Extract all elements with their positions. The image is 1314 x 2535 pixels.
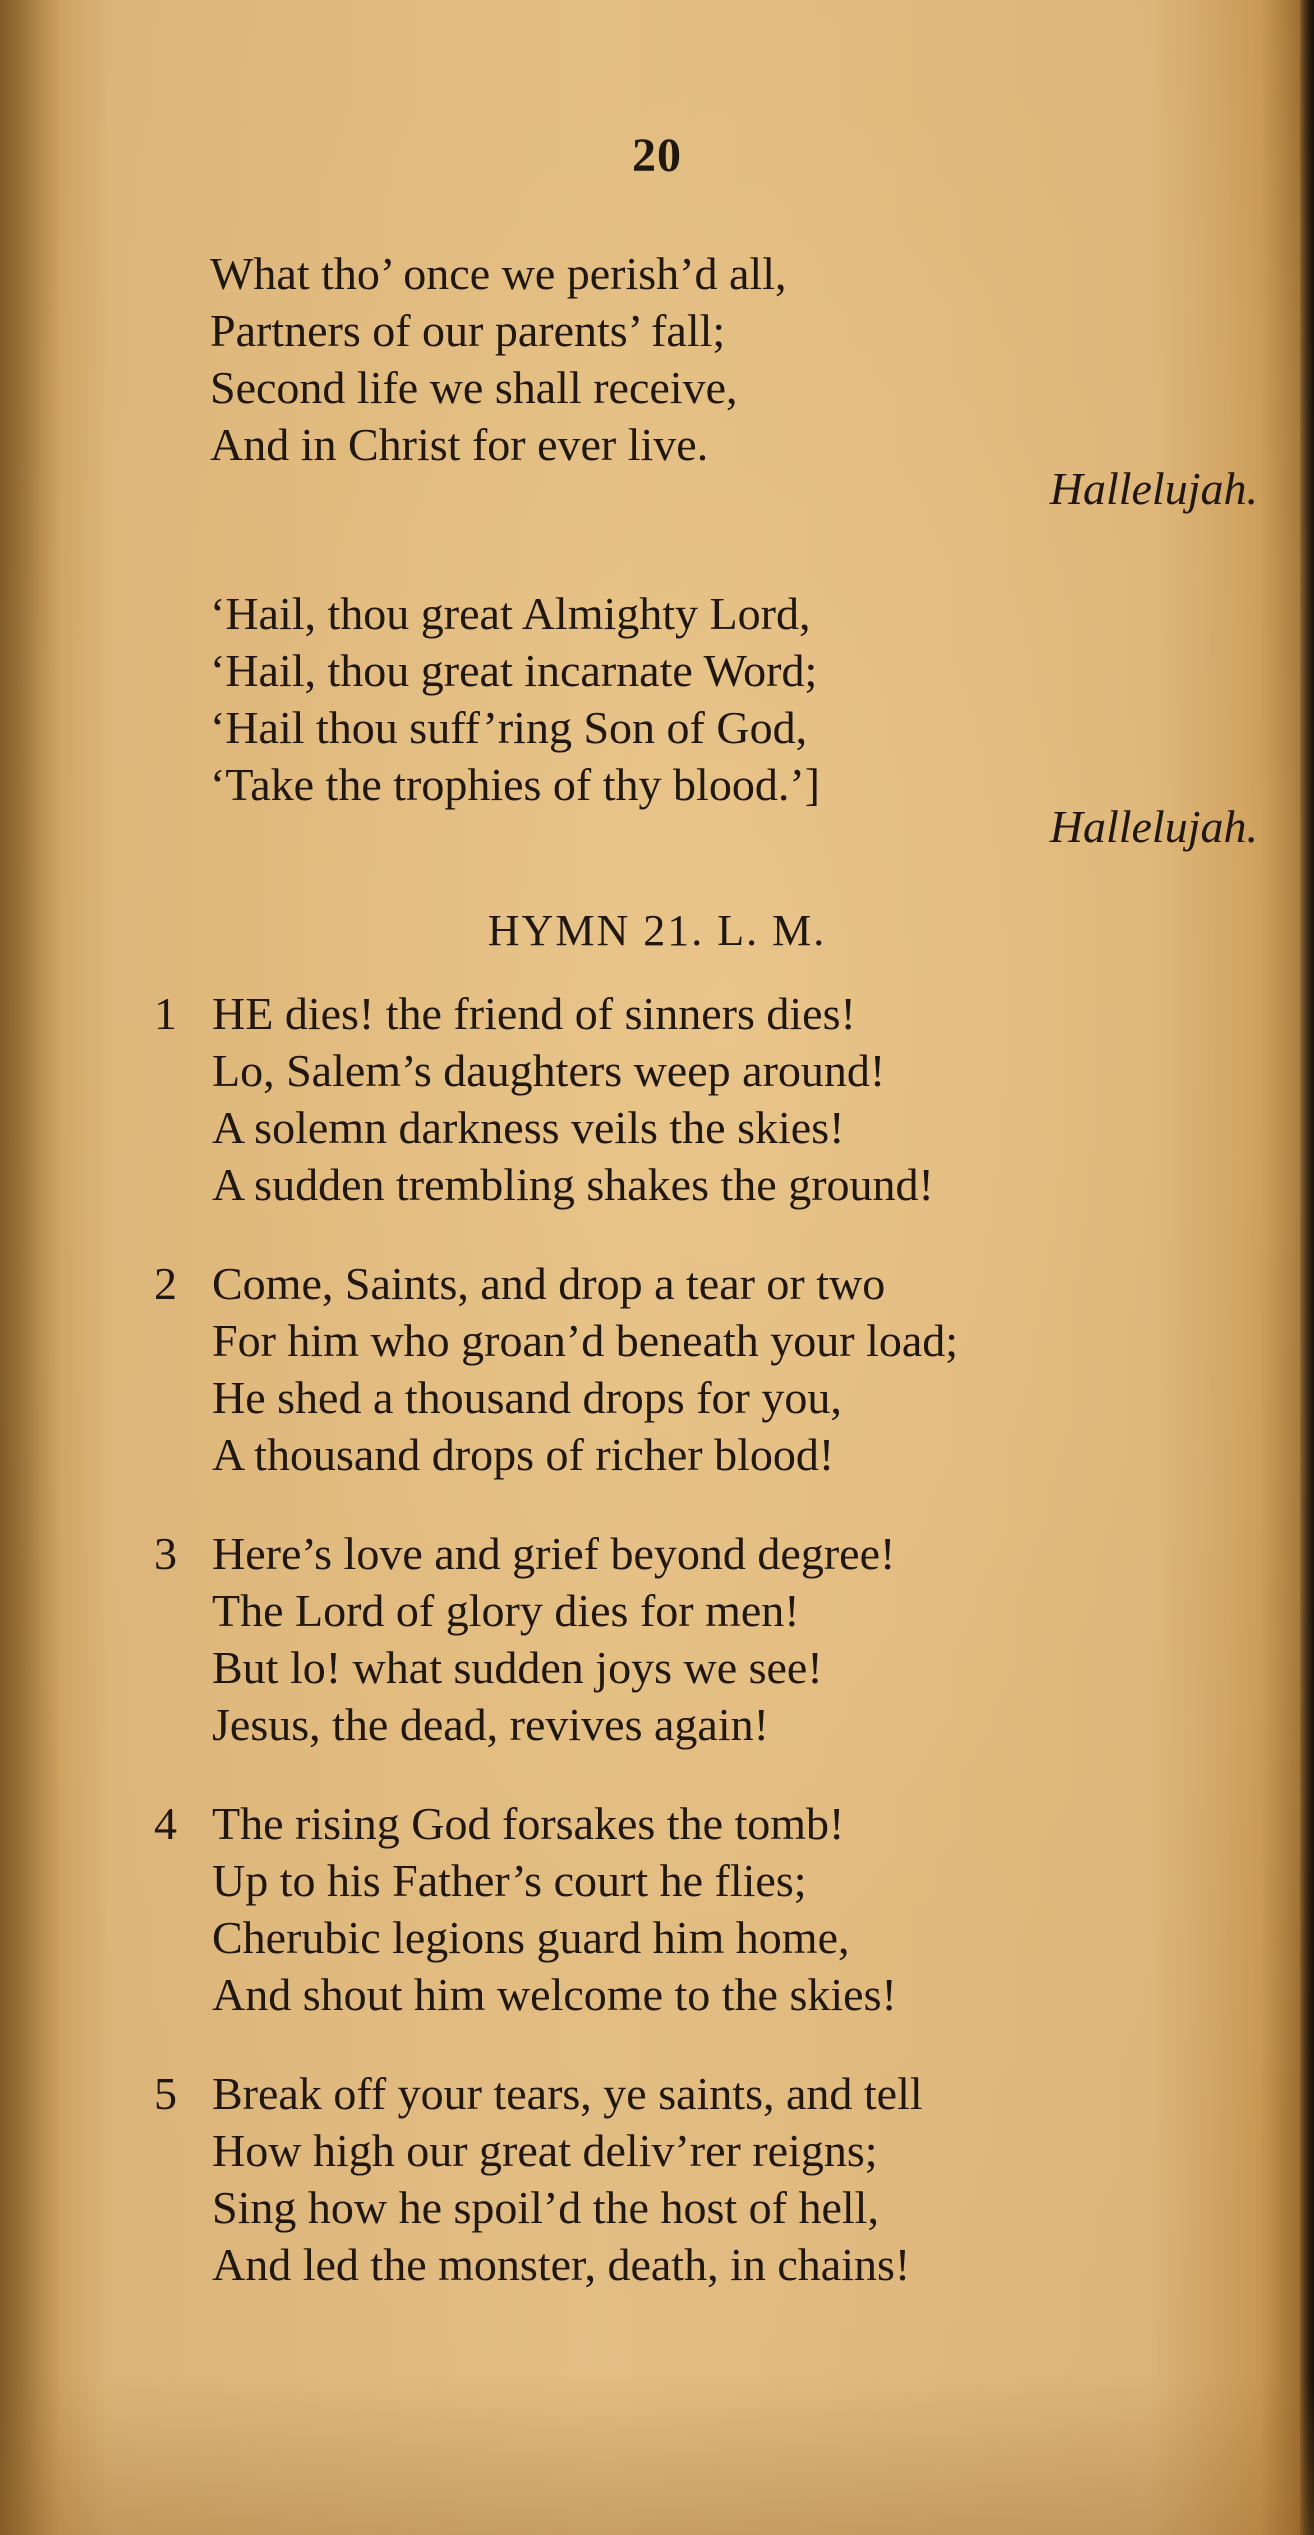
refrain-hallelujah: Hallelujah. <box>1049 801 1258 852</box>
verse-line: But lo! what sudden joys we see! <box>212 1642 823 1693</box>
stanza-line: Second life we shall receive, <box>210 362 738 413</box>
verse-line: Up to his Father’s court he flies; <box>212 1855 807 1906</box>
verse-line: He shed a thousand drops for you, <box>212 1372 842 1423</box>
verse-line: Break off your tears, ye saints, and tell <box>212 2068 923 2119</box>
stanza-line: ‘Hail thou suff’ring Son of God, <box>210 702 808 753</box>
refrain-hallelujah: Hallelujah. <box>1049 463 1258 514</box>
stanza-line: And in Christ for ever live. <box>210 419 709 470</box>
verse-line: Here’s love and grief beyond degree! <box>212 1528 896 1579</box>
verse-line: A sudden trembling shakes the ground! <box>212 1159 934 1210</box>
stanza-1 <box>210 245 1250 473</box>
verse-line: A thousand drops of richer blood! <box>212 1429 835 1480</box>
stanza-line: ‘Hail, thou great incarnate Word; <box>210 645 818 696</box>
verse-number: 2 <box>154 1258 177 1309</box>
verse-number: 5 <box>154 2068 177 2119</box>
verse-line: And led the monster, death, in chains! <box>212 2239 911 2290</box>
page-spine-shadow <box>0 0 60 2535</box>
page-number: 20 <box>632 129 682 182</box>
stanza-line: Partners of our parents’ fall; <box>210 305 726 356</box>
verse-line: For him who groan’d beneath your load; <box>212 1315 959 1366</box>
verse-line: Sing how he spoil’d the host of hell, <box>212 2182 879 2233</box>
verse-line: The Lord of glory dies for men! <box>212 1585 800 1636</box>
verse-line: HE dies! the friend of sinners dies! <box>212 988 856 1039</box>
verse-line: Cherubic legions guard him home, <box>212 1912 850 1963</box>
stanza-line: ‘Take the trophies of thy blood.’] <box>210 759 820 810</box>
verse-number: 4 <box>154 1798 177 1849</box>
verse-line: Jesus, the dead, revives again! <box>212 1699 769 1750</box>
stanza-line: What tho’ once we perish’d all, <box>210 248 787 299</box>
verse-line: Come, Saints, and drop a tear or two <box>212 1258 886 1309</box>
page-bottom-tone <box>0 2375 1314 2535</box>
stanza-2 <box>210 585 1250 813</box>
page-right-edge <box>1300 0 1314 2535</box>
verse-line: And shout him welcome to the skies! <box>212 1969 897 2020</box>
verse-line: How high our great deliv’rer reigns; <box>212 2125 878 2176</box>
verse-number: 3 <box>154 1528 177 1579</box>
verse-line: Lo, Salem’s daughters weep around! <box>212 1045 886 1096</box>
verse-line: The rising God forsakes the tomb! <box>212 1798 845 1849</box>
hymn-title: HYMN 21. L. M. <box>487 906 827 955</box>
verse-number: 1 <box>154 988 177 1039</box>
stanza-line: ‘Hail, thou great Almighty Lord, <box>210 588 811 639</box>
verse-line: A solemn darkness veils the skies! <box>212 1102 845 1153</box>
